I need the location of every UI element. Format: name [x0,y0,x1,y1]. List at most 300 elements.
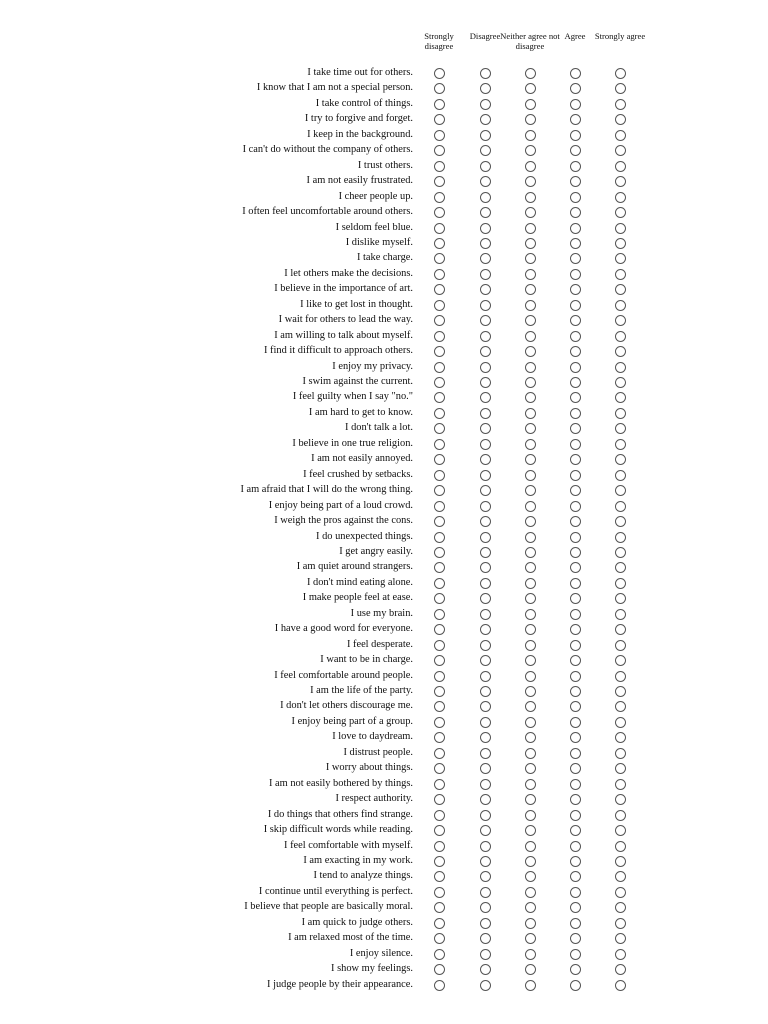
radio-strongly-disagree[interactable] [434,408,445,419]
radio-agree[interactable] [570,501,581,512]
radio-neither[interactable] [525,392,536,403]
radio-disagree[interactable] [480,624,491,635]
radio-disagree[interactable] [480,841,491,852]
radio-neither[interactable] [525,99,536,110]
radio-agree[interactable] [570,377,581,388]
radio-neither[interactable] [525,68,536,79]
radio-strongly-disagree[interactable] [434,779,445,790]
radio-agree[interactable] [570,825,581,836]
radio-strongly-disagree[interactable] [434,794,445,805]
radio-agree[interactable] [570,902,581,913]
radio-strongly-agree[interactable] [615,516,626,527]
radio-disagree[interactable] [480,192,491,203]
radio-strongly-disagree[interactable] [434,732,445,743]
radio-neither[interactable] [525,284,536,295]
radio-strongly-agree[interactable] [615,624,626,635]
radio-disagree[interactable] [480,671,491,682]
radio-strongly-agree[interactable] [615,223,626,234]
radio-strongly-agree[interactable] [615,856,626,867]
radio-strongly-disagree[interactable] [434,68,445,79]
radio-neither[interactable] [525,841,536,852]
radio-agree[interactable] [570,176,581,187]
radio-disagree[interactable] [480,315,491,326]
radio-disagree[interactable] [480,856,491,867]
radio-agree[interactable] [570,748,581,759]
radio-strongly-agree[interactable] [615,902,626,913]
radio-strongly-disagree[interactable] [434,640,445,651]
radio-strongly-agree[interactable] [615,238,626,249]
radio-strongly-agree[interactable] [615,423,626,434]
radio-agree[interactable] [570,933,581,944]
radio-disagree[interactable] [480,748,491,759]
radio-agree[interactable] [570,114,581,125]
radio-strongly-disagree[interactable] [434,887,445,898]
radio-strongly-agree[interactable] [615,331,626,342]
radio-disagree[interactable] [480,964,491,975]
radio-neither[interactable] [525,501,536,512]
radio-strongly-agree[interactable] [615,609,626,620]
radio-neither[interactable] [525,114,536,125]
radio-strongly-disagree[interactable] [434,130,445,141]
radio-disagree[interactable] [480,114,491,125]
radio-strongly-disagree[interactable] [434,253,445,264]
radio-strongly-agree[interactable] [615,871,626,882]
radio-disagree[interactable] [480,346,491,357]
radio-disagree[interactable] [480,640,491,651]
radio-neither[interactable] [525,516,536,527]
radio-strongly-disagree[interactable] [434,671,445,682]
radio-strongly-agree[interactable] [615,841,626,852]
radio-agree[interactable] [570,223,581,234]
radio-agree[interactable] [570,871,581,882]
radio-neither[interactable] [525,655,536,666]
radio-disagree[interactable] [480,392,491,403]
radio-neither[interactable] [525,192,536,203]
radio-strongly-disagree[interactable] [434,300,445,311]
radio-disagree[interactable] [480,810,491,821]
radio-strongly-disagree[interactable] [434,485,445,496]
radio-neither[interactable] [525,871,536,882]
radio-strongly-agree[interactable] [615,593,626,604]
radio-strongly-disagree[interactable] [434,145,445,156]
radio-neither[interactable] [525,362,536,373]
radio-strongly-agree[interactable] [615,949,626,960]
radio-strongly-agree[interactable] [615,284,626,295]
radio-strongly-disagree[interactable] [434,856,445,867]
radio-strongly-disagree[interactable] [434,578,445,589]
radio-disagree[interactable] [480,578,491,589]
radio-agree[interactable] [570,485,581,496]
radio-disagree[interactable] [480,562,491,573]
radio-agree[interactable] [570,887,581,898]
radio-agree[interactable] [570,810,581,821]
radio-neither[interactable] [525,300,536,311]
radio-disagree[interactable] [480,532,491,543]
radio-strongly-agree[interactable] [615,825,626,836]
radio-neither[interactable] [525,547,536,558]
radio-neither[interactable] [525,763,536,774]
radio-agree[interactable] [570,362,581,373]
radio-strongly-agree[interactable] [615,253,626,264]
radio-strongly-agree[interactable] [615,933,626,944]
radio-neither[interactable] [525,423,536,434]
radio-strongly-disagree[interactable] [434,99,445,110]
radio-agree[interactable] [570,454,581,465]
radio-strongly-agree[interactable] [615,300,626,311]
radio-strongly-agree[interactable] [615,671,626,682]
radio-neither[interactable] [525,223,536,234]
radio-agree[interactable] [570,949,581,960]
radio-agree[interactable] [570,238,581,249]
radio-strongly-agree[interactable] [615,578,626,589]
radio-strongly-agree[interactable] [615,99,626,110]
radio-strongly-agree[interactable] [615,701,626,712]
radio-strongly-disagree[interactable] [434,238,445,249]
radio-agree[interactable] [570,918,581,929]
radio-strongly-disagree[interactable] [434,207,445,218]
radio-neither[interactable] [525,532,536,543]
radio-strongly-disagree[interactable] [434,501,445,512]
radio-neither[interactable] [525,238,536,249]
radio-strongly-agree[interactable] [615,161,626,172]
radio-strongly-agree[interactable] [615,717,626,728]
radio-agree[interactable] [570,841,581,852]
radio-neither[interactable] [525,176,536,187]
radio-agree[interactable] [570,161,581,172]
radio-agree[interactable] [570,671,581,682]
radio-strongly-disagree[interactable] [434,949,445,960]
radio-agree[interactable] [570,99,581,110]
radio-strongly-disagree[interactable] [434,346,445,357]
radio-strongly-disagree[interactable] [434,223,445,234]
radio-strongly-disagree[interactable] [434,192,445,203]
radio-strongly-agree[interactable] [615,315,626,326]
radio-disagree[interactable] [480,161,491,172]
radio-neither[interactable] [525,640,536,651]
radio-disagree[interactable] [480,454,491,465]
radio-strongly-disagree[interactable] [434,686,445,697]
radio-strongly-disagree[interactable] [434,902,445,913]
radio-agree[interactable] [570,83,581,94]
radio-agree[interactable] [570,964,581,975]
radio-disagree[interactable] [480,269,491,280]
radio-disagree[interactable] [480,516,491,527]
radio-disagree[interactable] [480,717,491,728]
radio-neither[interactable] [525,562,536,573]
radio-strongly-disagree[interactable] [434,748,445,759]
radio-strongly-agree[interactable] [615,748,626,759]
radio-strongly-agree[interactable] [615,547,626,558]
radio-neither[interactable] [525,454,536,465]
radio-strongly-disagree[interactable] [434,470,445,481]
radio-agree[interactable] [570,284,581,295]
radio-agree[interactable] [570,686,581,697]
radio-agree[interactable] [570,856,581,867]
radio-strongly-disagree[interactable] [434,532,445,543]
radio-agree[interactable] [570,532,581,543]
radio-strongly-agree[interactable] [615,810,626,821]
radio-strongly-disagree[interactable] [434,269,445,280]
radio-disagree[interactable] [480,68,491,79]
radio-agree[interactable] [570,779,581,790]
radio-neither[interactable] [525,145,536,156]
radio-strongly-agree[interactable] [615,686,626,697]
radio-strongly-disagree[interactable] [434,315,445,326]
radio-neither[interactable] [525,887,536,898]
radio-disagree[interactable] [480,423,491,434]
radio-agree[interactable] [570,794,581,805]
radio-disagree[interactable] [480,871,491,882]
radio-neither[interactable] [525,377,536,388]
radio-disagree[interactable] [480,701,491,712]
radio-strongly-disagree[interactable] [434,933,445,944]
radio-strongly-disagree[interactable] [434,980,445,991]
radio-agree[interactable] [570,423,581,434]
radio-disagree[interactable] [480,918,491,929]
radio-strongly-agree[interactable] [615,501,626,512]
radio-agree[interactable] [570,331,581,342]
radio-disagree[interactable] [480,83,491,94]
radio-strongly-disagree[interactable] [434,810,445,821]
radio-disagree[interactable] [480,593,491,604]
radio-strongly-disagree[interactable] [434,439,445,450]
radio-strongly-agree[interactable] [615,192,626,203]
radio-strongly-disagree[interactable] [434,284,445,295]
radio-agree[interactable] [570,192,581,203]
radio-neither[interactable] [525,810,536,821]
radio-disagree[interactable] [480,686,491,697]
radio-disagree[interactable] [480,253,491,264]
radio-strongly-disagree[interactable] [434,763,445,774]
radio-agree[interactable] [570,253,581,264]
radio-neither[interactable] [525,253,536,264]
radio-agree[interactable] [570,207,581,218]
radio-disagree[interactable] [480,825,491,836]
radio-disagree[interactable] [480,207,491,218]
radio-agree[interactable] [570,593,581,604]
radio-strongly-disagree[interactable] [434,423,445,434]
radio-strongly-agree[interactable] [615,176,626,187]
radio-disagree[interactable] [480,980,491,991]
radio-neither[interactable] [525,408,536,419]
radio-strongly-agree[interactable] [615,562,626,573]
radio-neither[interactable] [525,331,536,342]
radio-neither[interactable] [525,902,536,913]
radio-disagree[interactable] [480,779,491,790]
radio-neither[interactable] [525,593,536,604]
radio-strongly-disagree[interactable] [434,918,445,929]
radio-strongly-disagree[interactable] [434,701,445,712]
radio-agree[interactable] [570,315,581,326]
radio-neither[interactable] [525,161,536,172]
radio-agree[interactable] [570,145,581,156]
radio-disagree[interactable] [480,284,491,295]
radio-agree[interactable] [570,68,581,79]
radio-strongly-agree[interactable] [615,207,626,218]
radio-disagree[interactable] [480,887,491,898]
radio-strongly-agree[interactable] [615,964,626,975]
radio-disagree[interactable] [480,902,491,913]
radio-disagree[interactable] [480,176,491,187]
radio-strongly-agree[interactable] [615,887,626,898]
radio-strongly-disagree[interactable] [434,871,445,882]
radio-disagree[interactable] [480,408,491,419]
radio-agree[interactable] [570,640,581,651]
radio-agree[interactable] [570,655,581,666]
radio-strongly-disagree[interactable] [434,825,445,836]
radio-neither[interactable] [525,130,536,141]
radio-strongly-disagree[interactable] [434,176,445,187]
radio-neither[interactable] [525,671,536,682]
radio-agree[interactable] [570,439,581,450]
radio-disagree[interactable] [480,732,491,743]
radio-agree[interactable] [570,470,581,481]
radio-strongly-agree[interactable] [615,532,626,543]
radio-disagree[interactable] [480,331,491,342]
radio-neither[interactable] [525,918,536,929]
radio-strongly-agree[interactable] [615,655,626,666]
radio-agree[interactable] [570,346,581,357]
radio-neither[interactable] [525,748,536,759]
radio-disagree[interactable] [480,949,491,960]
radio-neither[interactable] [525,83,536,94]
radio-strongly-disagree[interactable] [434,547,445,558]
radio-agree[interactable] [570,624,581,635]
radio-strongly-disagree[interactable] [434,516,445,527]
radio-agree[interactable] [570,269,581,280]
radio-agree[interactable] [570,980,581,991]
radio-neither[interactable] [525,964,536,975]
radio-strongly-disagree[interactable] [434,454,445,465]
radio-strongly-agree[interactable] [615,732,626,743]
radio-strongly-agree[interactable] [615,470,626,481]
radio-neither[interactable] [525,933,536,944]
radio-neither[interactable] [525,470,536,481]
radio-neither[interactable] [525,624,536,635]
radio-agree[interactable] [570,408,581,419]
radio-disagree[interactable] [480,145,491,156]
radio-neither[interactable] [525,609,536,620]
radio-agree[interactable] [570,300,581,311]
radio-strongly-disagree[interactable] [434,593,445,604]
radio-neither[interactable] [525,315,536,326]
radio-disagree[interactable] [480,655,491,666]
radio-strongly-disagree[interactable] [434,562,445,573]
radio-strongly-agree[interactable] [615,980,626,991]
radio-strongly-agree[interactable] [615,485,626,496]
radio-disagree[interactable] [480,439,491,450]
radio-strongly-disagree[interactable] [434,161,445,172]
radio-strongly-agree[interactable] [615,68,626,79]
radio-disagree[interactable] [480,794,491,805]
radio-strongly-disagree[interactable] [434,609,445,620]
radio-strongly-disagree[interactable] [434,114,445,125]
radio-strongly-agree[interactable] [615,377,626,388]
radio-strongly-disagree[interactable] [434,83,445,94]
radio-agree[interactable] [570,547,581,558]
radio-strongly-disagree[interactable] [434,655,445,666]
radio-agree[interactable] [570,392,581,403]
radio-neither[interactable] [525,825,536,836]
radio-agree[interactable] [570,562,581,573]
radio-strongly-agree[interactable] [615,114,626,125]
radio-neither[interactable] [525,856,536,867]
radio-neither[interactable] [525,779,536,790]
radio-neither[interactable] [525,578,536,589]
radio-disagree[interactable] [480,609,491,620]
radio-neither[interactable] [525,949,536,960]
radio-neither[interactable] [525,485,536,496]
radio-neither[interactable] [525,732,536,743]
radio-disagree[interactable] [480,238,491,249]
radio-neither[interactable] [525,346,536,357]
radio-disagree[interactable] [480,362,491,373]
radio-strongly-disagree[interactable] [434,841,445,852]
radio-disagree[interactable] [480,547,491,558]
radio-disagree[interactable] [480,300,491,311]
radio-strongly-agree[interactable] [615,779,626,790]
radio-agree[interactable] [570,717,581,728]
radio-strongly-disagree[interactable] [434,362,445,373]
radio-strongly-agree[interactable] [615,640,626,651]
radio-agree[interactable] [570,732,581,743]
radio-neither[interactable] [525,717,536,728]
radio-disagree[interactable] [480,470,491,481]
radio-strongly-disagree[interactable] [434,964,445,975]
radio-neither[interactable] [525,701,536,712]
radio-agree[interactable] [570,701,581,712]
radio-neither[interactable] [525,439,536,450]
radio-strongly-agree[interactable] [615,794,626,805]
radio-disagree[interactable] [480,501,491,512]
radio-strongly-agree[interactable] [615,454,626,465]
radio-disagree[interactable] [480,99,491,110]
radio-strongly-agree[interactable] [615,145,626,156]
radio-neither[interactable] [525,980,536,991]
radio-strongly-disagree[interactable] [434,717,445,728]
radio-agree[interactable] [570,609,581,620]
radio-disagree[interactable] [480,377,491,388]
radio-strongly-agree[interactable] [615,392,626,403]
radio-disagree[interactable] [480,223,491,234]
radio-strongly-agree[interactable] [615,346,626,357]
radio-strongly-disagree[interactable] [434,331,445,342]
radio-strongly-disagree[interactable] [434,392,445,403]
radio-strongly-agree[interactable] [615,439,626,450]
radio-agree[interactable] [570,763,581,774]
radio-disagree[interactable] [480,933,491,944]
radio-disagree[interactable] [480,763,491,774]
radio-neither[interactable] [525,794,536,805]
radio-strongly-agree[interactable] [615,362,626,373]
radio-strongly-agree[interactable] [615,918,626,929]
radio-neither[interactable] [525,686,536,697]
radio-neither[interactable] [525,207,536,218]
radio-agree[interactable] [570,578,581,589]
radio-strongly-agree[interactable] [615,763,626,774]
radio-strongly-agree[interactable] [615,269,626,280]
radio-strongly-agree[interactable] [615,408,626,419]
radio-disagree[interactable] [480,130,491,141]
radio-strongly-agree[interactable] [615,83,626,94]
radio-agree[interactable] [570,516,581,527]
radio-strongly-agree[interactable] [615,130,626,141]
radio-strongly-disagree[interactable] [434,624,445,635]
radio-agree[interactable] [570,130,581,141]
radio-disagree[interactable] [480,485,491,496]
radio-strongly-disagree[interactable] [434,377,445,388]
radio-neither[interactable] [525,269,536,280]
